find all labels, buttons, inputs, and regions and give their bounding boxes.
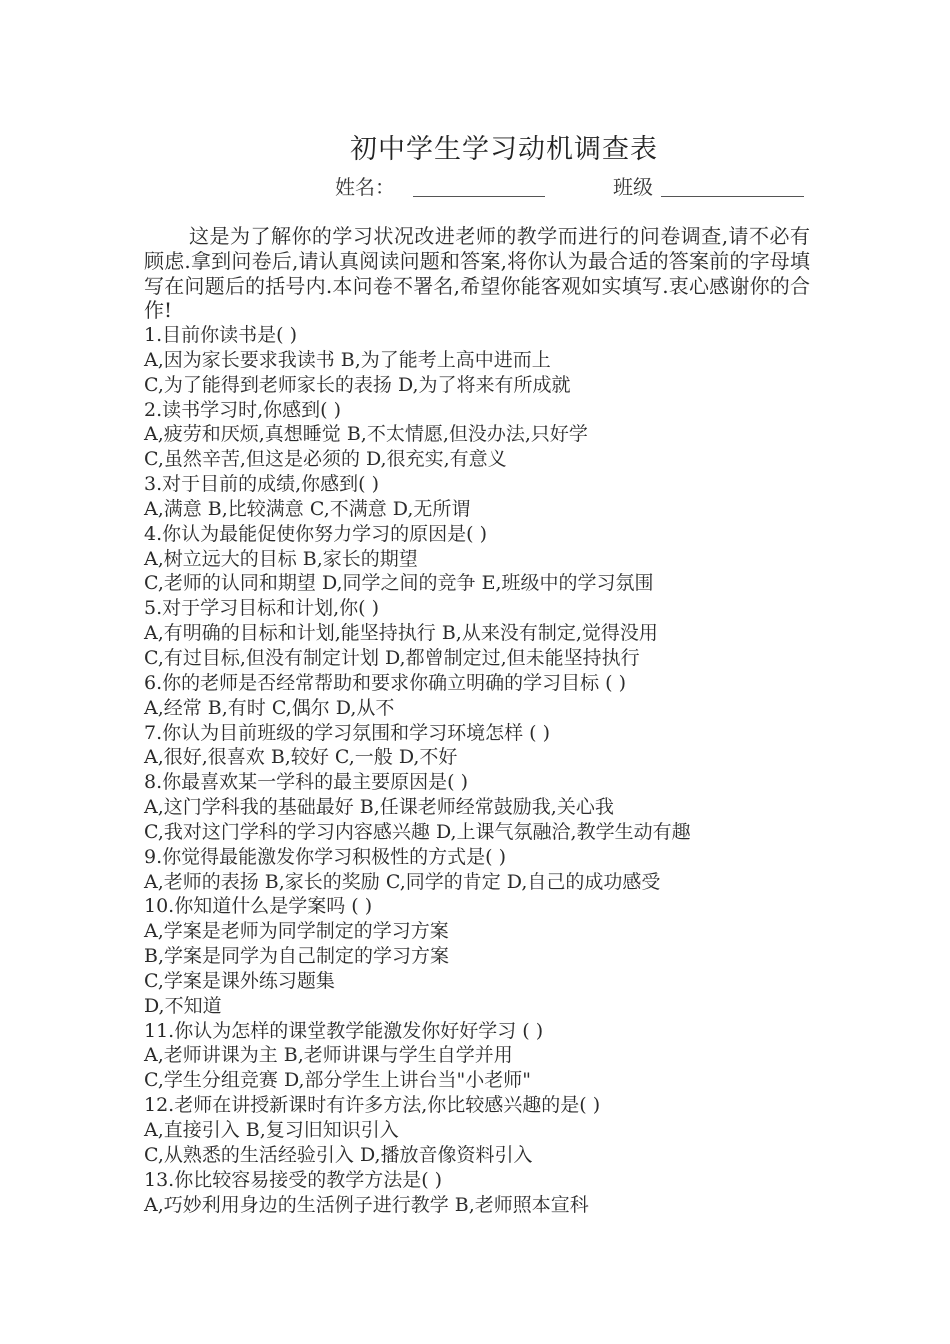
question-line: C,学案是课外练习题集 [144,969,335,992]
class-label: 班级 [613,175,653,199]
question-list [144,323,834,1217]
question-line: 13.你比较容易接受的教学方法是( ) [144,1168,443,1191]
question-line: A,学案是老师为同学制定的学习方案 [144,920,449,943]
question-line: 3.对于目前的成绩,你感到( ) [144,473,380,496]
question-line: A,巧妙利用身边的生活例子进行教学 B,老师照本宣科 [144,1193,589,1216]
class-blank-line [661,196,804,197]
name-blank-line [413,196,545,197]
question-line: C,老师的认同和期望 D,同学之间的竞争 E,班级中的学习氛围 [144,572,654,595]
question-line: C,虽然辛苦,但这是必须的 D,很充实,有意义 [144,448,507,471]
question-line: A,因为家长要求我读书 B,为了能考上高中进而上 [144,348,551,371]
question-line: A,有明确的目标和计划,能坚持执行 B,从来没有制定,觉得没用 [144,622,658,645]
question-line: A,经常 B,有时 C,偶尔 D,从不 [144,696,395,719]
question-line: 2.读书学习时,你感到( ) [144,398,342,421]
question-line: 12.老师在讲授新课时有许多方法,你比较感兴趣的是( ) [144,1094,601,1117]
question-line: A,这门学科我的基础最好 B,任课老师经常鼓励我,关心我 [144,796,614,819]
intro-paragraph: 这是为了解你的学习状况改进老师的教学而进行的问卷调查,请不必有顾虑.拿到问卷后,请认真阅读问题和答案,将你认为最合适的答案前的字母填写在问题后的括号内.本问卷不署名,希望你能客观如实填写.衷心感谢你的合作! [144,224,810,323]
question-line: 9.你觉得最能激发你学习积极性的方式是( ) [144,845,506,868]
question-line: C,有过目标,但没有制定计划 D,都曾制定过,但未能坚持执行 [144,646,640,669]
question-line: 11.你认为怎样的课堂教学能激发你好好学习 ( ) [144,1019,544,1042]
name-label: 姓名： [335,175,395,199]
question-line: C,我对这门学科的学习内容感兴趣 D,上课气氛融洽,教学生动有趣 [144,820,691,843]
document-title: 初中学生学习动机调查表 [350,134,658,165]
question-line: 1.目前你读书是( ) [144,324,297,346]
question-line: C,学生分组竞赛 D,部分学生上讲台当"小老师" [144,1069,532,1092]
question-line: 10.你知道什么是学案吗 ( ) [144,895,373,918]
question-line: 4.你认为最能促使你努力学习的原因是( ) [144,522,487,545]
question-line: A,很好,很喜欢 B,较好 C,一般 D,不好 [144,746,458,769]
question-line: B,学案是同学为自己制定的学习方案 [144,945,450,968]
question-line: 8.你最喜欢某一学科的最主要原因是( ) [144,771,468,794]
question-line: A,直接引入 B,复习旧知识引入 [144,1119,399,1141]
question-line: C,为了能得到老师家长的表扬 D,为了将来有所成就 [144,373,571,396]
question-line: D,不知道 [144,994,222,1017]
question-line: A,老师的表扬 B,家长的奖励 C,同学的肯定 D,自己的成功感受 [144,870,661,893]
question-line: C,从熟悉的生活经验引入 D,播放音像资料引入 [144,1143,533,1166]
question-line: A,满意 B,比较满意 C,不满意 D,无所谓 [144,497,471,520]
question-line: 6.你的老师是否经常帮助和要求你确立明确的学习目标 ( ) [144,671,627,694]
question-line: A,树立远大的目标 B,家长的期望 [144,547,418,570]
question-line: A,疲劳和厌烦,真想睡觉 B,不太情愿,但没办法,只好学 [144,423,588,446]
question-line: 5.对于学习目标和计划,你( ) [144,597,380,620]
question-line: A,老师讲课为主 B,老师讲课与学生自学并用 [144,1044,513,1067]
question-line: 7.你认为目前班级的学习氛围和学习环境怎样 ( ) [144,721,551,744]
